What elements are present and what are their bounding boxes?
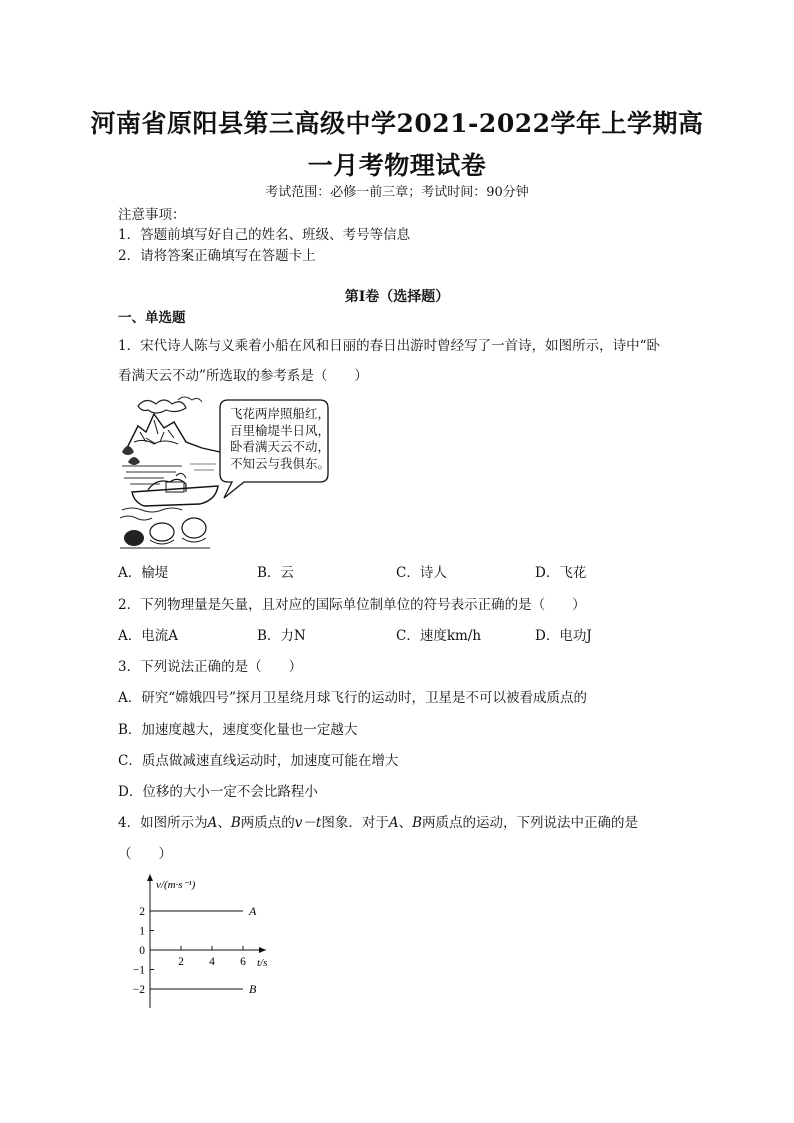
q4-sep: 、 <box>217 815 231 831</box>
y-tick-label: 2 <box>139 906 145 918</box>
q4-label-a: A <box>207 815 218 831</box>
y-axis-arrow <box>147 874 153 881</box>
exam-title-line2: 一月考物理试卷 <box>307 151 487 180</box>
poem-line-1: 飞花两岸照船红， <box>230 406 331 421</box>
notes-heading: 注意事项： <box>118 207 186 223</box>
series-label-a: A <box>249 904 257 918</box>
q2-option-d[interactable]: D．电功J <box>535 628 592 644</box>
q3-option-c[interactable]: C．质点做减速直线运动时，加速度可能在增大 <box>118 753 399 769</box>
q4-stem-part4: 两质点的运动，下列说法中正确的是 <box>422 815 638 831</box>
q1-option-a[interactable]: A．榆堤 <box>118 565 169 581</box>
y-axis-label: v/(m·s⁻¹) <box>156 879 196 891</box>
x-axis-arrow <box>259 947 266 953</box>
q4-stem-part1: 4．如图所示为 <box>118 815 208 831</box>
q4-paren: （ ） <box>118 846 172 862</box>
y-tick-label: 0 <box>139 945 145 957</box>
q1-stem-line1: 1．宋代诗人陈与义乘着小船在风和日丽的春日出游时曾经写了一首诗，如图所示，诗中“卧 <box>118 338 660 354</box>
q1-option-b[interactable]: B．云 <box>257 565 294 581</box>
q4-stem <box>118 811 638 831</box>
part-heading: 一、单选题 <box>118 310 186 326</box>
poem-line-3: 卧看满天云不动， <box>230 439 331 454</box>
series-label-b: B <box>249 982 257 996</box>
exam-title-line1: 河南省原阳县第三高级中学2021-2022学年上学期高 <box>90 109 704 138</box>
q2-option-b[interactable]: B．力N <box>257 628 306 644</box>
q3-option-b[interactable]: B．加速度越大，速度变化量也一定越大 <box>118 722 358 738</box>
q2-option-c[interactable]: C．速度km/h <box>396 628 482 644</box>
q4-label-b-2: B <box>412 815 422 831</box>
x-tick-label: 2 <box>178 956 184 968</box>
q4-vt: v－t <box>294 815 322 831</box>
q4-label-a-2: A <box>388 815 399 831</box>
y-tick-label: 1 <box>139 925 145 938</box>
x-tick-label: 4 <box>209 956 215 968</box>
poem-line-4: 不知云与我俱东。 <box>230 455 331 471</box>
note-item-2: 2．请将答案正确填写在答题卡上 <box>118 248 316 264</box>
q4-stem-part2: 两质点的 <box>240 815 295 831</box>
boat-poem-illustration <box>120 392 330 552</box>
q4-label-b: B <box>230 815 241 831</box>
q4-stem-part3: 图象．对于 <box>321 815 389 831</box>
note-item-1: 1．答题前填写好自己的姓名、班级、考号等信息 <box>118 227 411 243</box>
x-tick-label: 6 <box>240 956 246 968</box>
q3-stem: 3．下列说法正确的是（ ） <box>118 659 303 675</box>
x-axis-label: t/s <box>257 957 268 969</box>
q1-stem-line2: 看满天云不动”所选取的参考系是（ ） <box>118 368 368 384</box>
exam-subtitle: 考试范围：必修一前三章；考试时间：90分钟 <box>265 185 529 200</box>
section-title: 第I卷（选择题） <box>344 289 450 305</box>
q2-option-a[interactable]: A．电流A <box>118 628 178 644</box>
q1-option-c[interactable]: C．诗人 <box>396 565 447 581</box>
q2-stem: 2．下列物理量是矢量，且对应的国际单位制单位的符号表示正确的是（ ） <box>118 597 586 613</box>
y-tick-label: −1 <box>132 964 145 977</box>
vt-chart-svg <box>118 868 288 1013</box>
vt-chart <box>118 868 288 1013</box>
poem-text <box>230 406 330 472</box>
q1-option-d[interactable]: D．飞花 <box>535 565 587 581</box>
q4-sep-2: 、 <box>398 815 413 831</box>
y-tick-label: −2 <box>132 984 145 996</box>
poem-line-2: 百里榆堤半日风， <box>230 422 331 438</box>
q3-option-a[interactable]: A．研究“嫦娥四号”探月卫星绕月球飞行的运动时，卫星是不可以被看成质点的 <box>118 690 588 706</box>
q3-option-d[interactable]: D．位移的大小一定不会比路程小 <box>118 784 318 800</box>
